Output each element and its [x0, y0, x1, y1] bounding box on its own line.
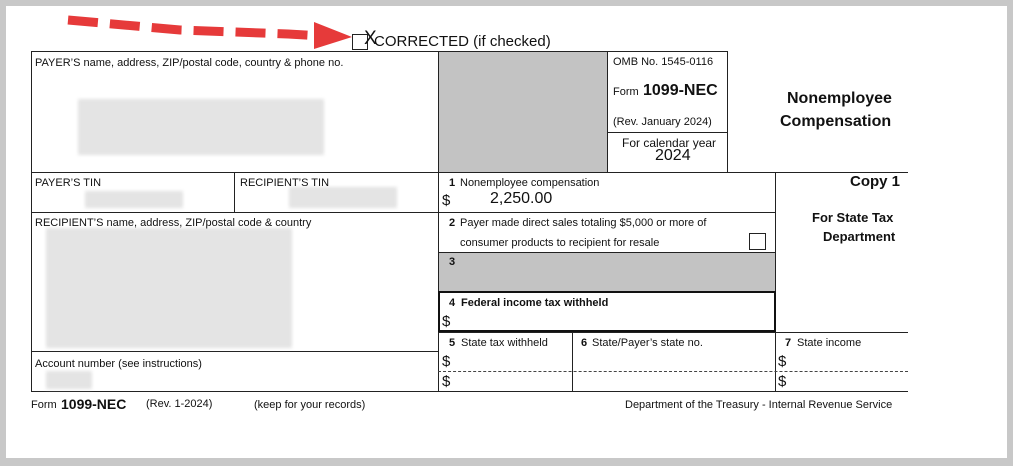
box2-number: 2: [449, 217, 456, 229]
box5-label: State tax withheld: [461, 337, 548, 349]
recipient-tin-label: RECIPIENT’S TIN: [240, 177, 330, 189]
box7-dollar-sign-1: $: [778, 353, 787, 370]
box7-number: 7: [785, 337, 792, 349]
box5-dollar-sign-2: $: [442, 373, 451, 390]
box6-label: State/Payer’s state no.: [592, 337, 703, 349]
footer-revision: (Rev. 1-2024): [146, 398, 213, 410]
account-number-label: Account number (see instructions): [35, 358, 202, 370]
box1-dollar-sign: $: [442, 192, 451, 209]
payer-name-label: PAYER’S name, address, ZIP/postal code, country & phone no.: [35, 57, 344, 69]
copy-line2: Department: [823, 229, 896, 244]
recipient-tin-redacted: [289, 187, 397, 208]
corrected-x-mark: X: [364, 28, 377, 49]
box2-label-line1: Payer made direct sales totaling $5,000 or more of: [460, 217, 707, 229]
box2-label-line2: consumer products to recipient for resale: [460, 237, 660, 249]
footer-department: Department of the Treasury - Internal Revenue Service: [625, 399, 893, 411]
form-prefix: Form: [613, 86, 639, 98]
footer-form-name: 1099-NEC: [61, 396, 127, 412]
box6-number: 6: [581, 337, 588, 349]
box7-dollar-sign-2: $: [778, 373, 787, 390]
calendar-year-label: For calendar year: [622, 136, 717, 150]
payer-tin-redacted: [85, 191, 183, 208]
account-redacted: [46, 371, 92, 389]
omb-number: OMB No. 1545-0116: [613, 56, 714, 68]
footer-keep: (keep for your records): [254, 399, 366, 411]
box3-shaded: [439, 253, 775, 291]
box3-number: 3: [449, 256, 456, 268]
form-revision: (Rev. January 2024): [613, 116, 712, 128]
corrected-label: CORRECTED (if checked): [374, 33, 551, 50]
box4-dollar-sign: $: [442, 313, 451, 330]
box1-value: 2,250.00: [490, 190, 553, 207]
footer-form-prefix: Form: [31, 399, 57, 411]
box7-label: State income: [797, 337, 862, 349]
form-title-line1: Nonemployee: [787, 90, 892, 107]
box4-label: Federal income tax withheld: [461, 297, 609, 309]
box5-number: 5: [449, 337, 456, 349]
box5-dollar-sign-1: $: [442, 353, 451, 370]
form-title-line2: Compensation: [780, 113, 892, 130]
shaded-area: [439, 52, 607, 172]
box1-label: Nonemployee compensation: [460, 177, 600, 189]
copy-line1: For State Tax: [812, 210, 894, 225]
recipient-name-label: RECIPIENT’S name, address, ZIP/postal code & country: [35, 217, 312, 229]
recipient-name-redacted: [46, 228, 292, 348]
calendar-year: 2024: [655, 147, 691, 164]
red-arrow-icon: [60, 10, 360, 50]
box1-number: 1: [449, 177, 456, 189]
form-name: 1099-NEC: [643, 82, 718, 99]
payer-tin-label: PAYER’S TIN: [35, 177, 102, 189]
payer-name-redacted: [78, 99, 324, 155]
box4-number: 4: [449, 297, 456, 309]
copy-title: Copy 1: [850, 173, 901, 190]
box2-checkbox[interactable]: [749, 233, 766, 250]
